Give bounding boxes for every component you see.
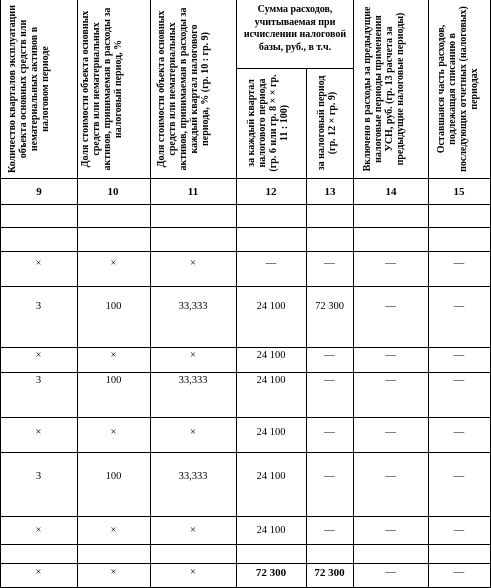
table-cell: — <box>453 525 465 536</box>
table-cell: × <box>35 427 42 438</box>
table-cell: 3 <box>35 375 42 386</box>
table-cell: 24 100 <box>256 375 286 386</box>
line <box>0 516 491 517</box>
table-cell: — <box>385 301 396 312</box>
header-col10: Доля стоимости объекта основных средств или нематериальных активов, принимаемая в расходы за налоговый период, % <box>80 7 124 171</box>
table-cell: — <box>453 471 465 482</box>
table-cell: 33,333 <box>178 301 208 312</box>
column-number: 15 <box>453 186 465 198</box>
table-cell: × <box>110 525 117 536</box>
column-number: 11 <box>187 186 199 198</box>
line <box>0 204 491 205</box>
table-cell: × <box>110 258 117 269</box>
table-cell: — <box>453 427 465 438</box>
line <box>0 227 491 228</box>
header-col14: Включено в расходы за предыдущие налоговые периоды применения УСН, руб. (гр. 13 расчета за предыдущие налоговые периоды) <box>362 6 406 172</box>
table-cell: 72 300 <box>315 301 344 312</box>
line <box>353 0 354 588</box>
line <box>0 347 491 348</box>
table-cell: — <box>453 375 465 386</box>
line <box>236 0 237 588</box>
table-cell: — <box>324 258 335 269</box>
line <box>0 417 491 418</box>
line <box>236 68 354 69</box>
table-cell: — <box>453 301 465 312</box>
table-cell: × <box>35 350 42 361</box>
table-cell: × <box>190 258 196 269</box>
table-cell: — <box>453 350 465 361</box>
table-cell: 72 300 <box>255 567 287 579</box>
column-number: 14 <box>385 186 397 198</box>
line <box>77 0 78 588</box>
line <box>0 251 491 252</box>
table-cell: 3 <box>35 471 42 482</box>
table-cell: — <box>265 258 277 269</box>
table-cell: × <box>35 525 42 536</box>
line <box>150 0 151 588</box>
header-group: Сумма расходов, учитываемая при исчислении налоговой базы, руб., в т.ч. <box>243 4 347 53</box>
table-cell: × <box>35 567 42 578</box>
line <box>0 178 491 179</box>
header-col13: за налоговый период (гр. 12 × гр. 9) <box>316 75 338 171</box>
table-cell: — <box>385 258 396 269</box>
table-cell: — <box>453 258 465 269</box>
line <box>0 544 491 545</box>
column-number: 13 <box>324 186 336 198</box>
table-cell: — <box>453 567 465 578</box>
column-number: 10 <box>107 186 119 198</box>
table-cell: × <box>190 525 196 536</box>
header-col12: за каждый квартал налогового периода (гр. 6 или гр. 8 × × гр. 11 : 100) <box>246 74 290 172</box>
table-cell: — <box>324 525 335 536</box>
table-cell: 72 300 <box>314 567 345 579</box>
table-cell: × <box>110 567 117 578</box>
table-cell: 3 <box>35 301 42 312</box>
line <box>0 0 1 588</box>
table-cell: × <box>35 258 42 269</box>
table-cell: 24 100 <box>256 471 286 482</box>
header-col11: Доля стоимости объекта основных средств или нематериальных активов, принимаемая в расходы за каждый квартал налогового периода, % (гр. 10 : гр. 9) <box>156 7 211 171</box>
table-cell: 33,333 <box>178 375 208 386</box>
table-cell: — <box>385 471 396 482</box>
table-cell: 24 100 <box>256 301 286 312</box>
table-cell: 33,333 <box>178 471 208 482</box>
table-cell: 24 100 <box>256 427 286 438</box>
column-number: 12 <box>265 186 277 198</box>
table-cell: — <box>385 427 396 438</box>
table-cell: — <box>385 567 396 578</box>
table-cell: — <box>385 375 396 386</box>
table-cell: 24 100 <box>256 350 286 361</box>
table-cell: 100 <box>105 471 122 482</box>
table-cell: × <box>110 427 117 438</box>
column-number: 9 <box>36 186 42 198</box>
table-cell: 100 <box>105 375 122 386</box>
table-cell: — <box>385 350 396 361</box>
table-cell: × <box>110 350 117 361</box>
line <box>0 563 491 564</box>
line <box>0 286 491 287</box>
table-cell: — <box>324 427 335 438</box>
table-cell: — <box>324 471 335 482</box>
line <box>0 372 491 373</box>
table-cell: — <box>324 350 335 361</box>
table-cell: — <box>385 525 396 536</box>
header-col15: Оставшаяся часть расходов, подлежащая списанию в последующих отчетных (налоговых) периодах <box>436 6 480 172</box>
header-col9: Количество кварталов эксплуатации объекта основных средств или нематериальных активов в налоговом периоде <box>7 5 51 173</box>
table-cell: × <box>190 350 196 361</box>
table-cell: — <box>324 375 335 386</box>
line <box>0 452 491 453</box>
table-cell: 24 100 <box>256 525 286 536</box>
table-cell: 100 <box>105 301 122 312</box>
table-cell: × <box>190 567 196 578</box>
table-cell: × <box>190 427 196 438</box>
line <box>306 68 307 588</box>
line <box>428 0 429 588</box>
